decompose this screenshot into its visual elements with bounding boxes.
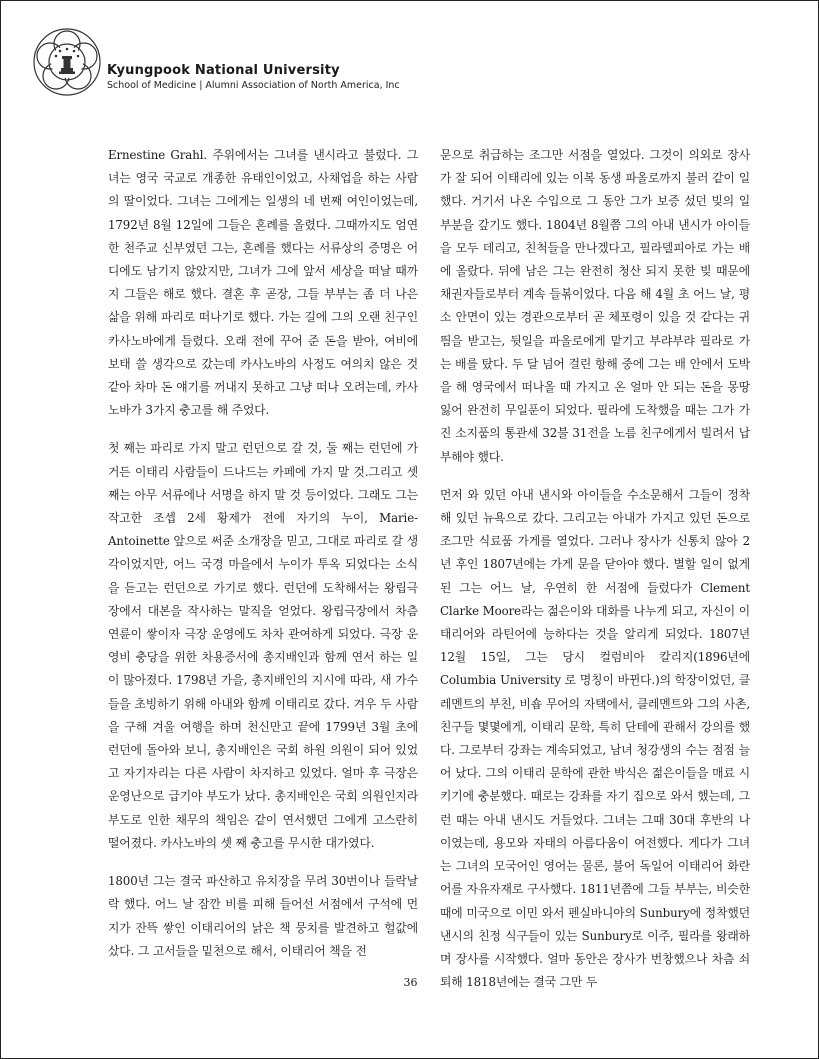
- paragraph: 첫 째는 파리로 가지 말고 런던으로 갈 것, 둘 째는 런던에 가거든 이태리 사람들이 드나드는 카페에 가지 말 것.그리고 셋 째는 아무 서류에나 서명을 하지 말 것 등이었다. 그래도 그는 작고한 조셉 2세 황제가 전에 자기의 누이, Marie-Antoinette 앞으로 써준 소개장을 믿고, 그대로 파리로 갈 생각이었지만, 어느 국경 마을에서 누이가 투옥 되었다는 소식을 듣고는 런던으로 가기로 했다. 런던에 도착해서는 왕립극장에서 대본을 작사하는 말직을 얻었다. 왕립극장에서 차츰 연륜이 쌓이자 극장 운영에도 차차 관여하게 되었다. 극장 운영비 충당을 위한 차용증서에 총지배인과 함께 연서 하는 일이 많아졌다. 1798년 가을, 총지배인의 지시에 따라, 새 가수들을 초빙하기 위해 아내와 함께 이태리로 갔다. 겨우 두 사람을 구해 겨울 여행을 하며 천신만고 끝에 1799년 3월 초에 런던에 돌아와 보니, 총지배인은 국회 하원 의원이 되어 있었고 자기자리는 다른 사람이 차지하고 있었다. 얼마 후 극장은 운영난으로 급기야 부도가 났다. 총지배인은 국회 의원인지라 부도로 인한 채무의 책임은 같이 연서했던 그에게 고스란히 떨어졌다. 카사노바의 셋 째 충고를 무시한 대가였다.: [108, 441, 418, 850]
- left-column: [108, 144, 418, 978]
- page-number: 36: [403, 976, 418, 989]
- paragraph: Ernestine Grahl. 주위에서는 그녀를 낸시라고 불렀다. 그녀는 영국 국교로 개종한 유태인이었고, 사채업을 하는 사람의 딸이었다. 그녀는 그에게는 일생의 네 번째 여인이었는데, 1792년 8월 12일에 그들은 혼례를 올렸다. 그때까지도 엄연한 천주교 신부였던 그는, 혼례를 했다는 서류상의 증명은 어디에도 남기지 않았지만, 그녀가 그에 앞서 세상을 떠날 때까지 그들은 해로 했다. 결혼 후 곧장, 그들 부부는 좀 더 나은 삶을 위해 파리로 떠나기로 했다. 가는 길에 그의 오랜 친구인 카사노바에게 들렸다. 오래 전에 꾸어 준 돈을 받아, 여비에 보태 쓸 생각으로 갔는데 카사노바의 사정도 여의치 않은 것 같아 차마 돈 얘기를 꺼내지 못하고 그냥 떠나 오려는데, 카사노바가 3가지 충고를 해 주었다.: [108, 148, 418, 418]
- paragraph: 문으로 취급하는 조그만 서점을 열었다. 그것이 의외로 장사가 잘 되어 이태리에 있는 이복 동생 파올로까지 불러 같이 일했다. 거기서 나온 수입으로 그 동안 그가 보증 섰던 빚의 일부분을 갚기도 했다. 1804년 8월쯤 그의 아내 낸시가 아이들을 모두 데리고, 친척들을 만나겠다고, 필라델피아로 가는 배에 올랐다. 뒤에 남은 그는 완전히 청산 되지 못한 빚 때문에 채권자들로부터 계속 들볶이었다. 다음 해 4월 초 어느 날, 평소 안면이 있는 경관으로부터 곧 체포령이 있을 것 같다는 귀띔을 받고는, 뒷일을 파올로에게 맡기고 부랴부랴 필라로 가는 배를 탔다. 두 달 넘어 걸린 항해 중에 그는 배 안에서 도박을 해 영국에서 떠나올 때 가지고 온 얼마 안 되는 돈을 몽땅 잃어 완전히 무일푼이 되었다. 필라에 도착했을 때는 그가 가진 소지품의 통관세 32불 31전을 노름 친구에게서 빌려서 납부해야 했다.: [440, 148, 750, 464]
- right-column: [440, 144, 750, 1009]
- header: [107, 63, 400, 91]
- association-subtitle: School of Medicine | Alumni Association of North America, Inc: [107, 80, 400, 91]
- paragraph: 1800년 그는 결국 파산하고 유치장을 무려 30번이나 들락날락 했다. 어느 날 잠깐 비를 피해 들어선 서점에서 구석에 먼지가 잔뜩 쌓인 이태리어의 낡은 책 뭉치를 발견하고 헐값에 샀다. 그 고서들을 밑천으로 해서, 이태리어 책을 전: [108, 874, 418, 958]
- university-name: Kyungpook National University: [107, 63, 340, 78]
- university-emblem-icon: [32, 27, 102, 97]
- paragraph: 먼저 와 있던 아내 낸시와 아이들을 수소문해서 그들이 정착해 있던 뉴욕으로 갔다. 그리고는 아내가 가지고 있던 돈으로 조그만 식료품 가게를 열었다. 그러나 장사가 신통치 않아 2년 후인 1807년에는 가게 문을 닫아야 했다. 별할 일이 없게 된 그는 어느 날, 우연히 한 서점에 들렀다가 Clement Clarke Moore라는 젊은이와 대화를 나누게 되고, 자신이 이태리어와 라틴어에 능하다는 것을 알리게 되었다. 1807년 12월 15일, 그는 당시 컬럼비아 칼리지(1896년에 Columbia University 로 명칭이 바뀐다.)의 학장이었던, 클레멘트의 부친, 비숍 무어의 자택에서, 클레멘트와 그의 사촌, 친구들 몇몇에게, 이태리 문학, 특히 단테에 관해서 강의를 했다. 그로부터 강좌는 계속되었고, 남녀 청강생의 수는 점점 늘어 났다. 그의 이태리 문학에 관한 박식은 젊은이들을 매료 시키기에 충분했다. 때로는 강좌를 자기 집으로 와서 했는데, 그런 때는 아내 낸시도 거들었다. 그녀는 그때 30대 후반의 나이였는데, 용모와 자태의 아름다움이 여전했다. 게다가 그녀는 그녀의 모국어인 영어는 물론, 불어 독일어 이태리어 화란어를 자유자재로 구사했다. 1811년쯤에 그들 부부는, 비슷한 때에 미국으로 이민 와서 펜실바니아의 Sunbury에 정착했던 낸시의 친정 식구들이 있는 Sunbury로 이주, 필라를 왕래하며 장사를 시작했다. 얼마 동안은 장사가 번창했으나 차츰 쇠퇴해 1818년에는 결국 그만 두: [440, 487, 750, 990]
